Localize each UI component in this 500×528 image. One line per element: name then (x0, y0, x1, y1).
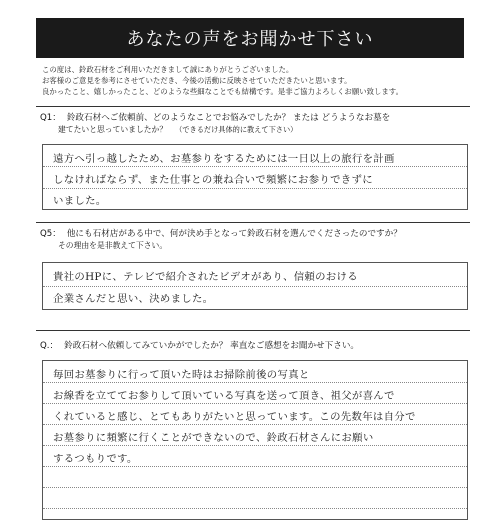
question-5 (40, 228, 470, 252)
answer-box-final (42, 360, 468, 520)
question-subtext: 建てたいと思っていましたか？ (58, 125, 168, 134)
section-divider (36, 222, 470, 223)
question-1 (40, 112, 470, 136)
page-title: あなたの声をお聞かせ下さい (126, 29, 374, 50)
answer-line: 遠方へ引っ越したため、お墓参りをするためには一日以上の旅行を計画 (53, 153, 395, 165)
answer-line: しなければならず、また仕事との兼ね合いで頻繁にお参りできずに (53, 174, 373, 186)
answer-line: お線香を立ててお参りして頂いている写真を送って頂き、祖父が喜んで (53, 390, 395, 402)
answer-box-5 (42, 262, 468, 310)
intro-line: 良かったこと、嬉しかったこと、どのような些細なことでも結構です。是非ご協力よろしくお願い致します。 (42, 87, 403, 96)
page-title-banner (36, 18, 464, 58)
answer-line: いました。 (53, 195, 107, 207)
answer-line: するつもりです。 (53, 453, 138, 465)
question-text: 鈴政石材へ依頼してみていかがでしたか？ 率直なご感想をお聞かせ下さい。 (64, 341, 360, 351)
answer-line: お墓参りに頻繁に行くことができないので、鈴政石材さんにお願い (53, 432, 374, 444)
answer-line: 毎回お墓参りに行って頂いた時はお掃除前後の写真と (53, 369, 310, 381)
question-number: Q1： (40, 113, 61, 123)
answer-line: 企業さんだと思い、決めました。 (53, 293, 214, 305)
section-divider (36, 106, 470, 107)
question-number: Q.： (40, 341, 59, 351)
section-divider (36, 330, 470, 331)
intro-line: この度は、鈴政石材をご利用いただきまして誠にありがとうございました。 (42, 65, 294, 74)
question-subtext: その理由を是非教えて下さい。 (58, 241, 168, 250)
intro-text (42, 64, 472, 97)
question-text: 鈴政石材へご依頼前、どのようなことでお悩みでしたか？ または どうようなお墓を (66, 113, 391, 123)
question-final (40, 340, 470, 352)
question-text: 他にも石材店がある中で、何が決め手となって鈴政石材を選んでくださったのですか？ (66, 229, 402, 239)
answer-line: くれていると感じ、とてもありがたいと思っています。この先数年は自分で (53, 411, 416, 423)
intro-line: お客様のご意見を参考にさせていただき、今後の活動に反映させていただきたいと思います。 (42, 76, 352, 85)
answer-box-1 (42, 144, 468, 210)
question-number: Q5： (40, 229, 61, 239)
answer-line: 貴社のHPに、テレビで紹介されたビデオがあり、信頼のおける (53, 271, 358, 283)
question-note: （できるだけ具体的に教えて下さい） (175, 125, 298, 134)
